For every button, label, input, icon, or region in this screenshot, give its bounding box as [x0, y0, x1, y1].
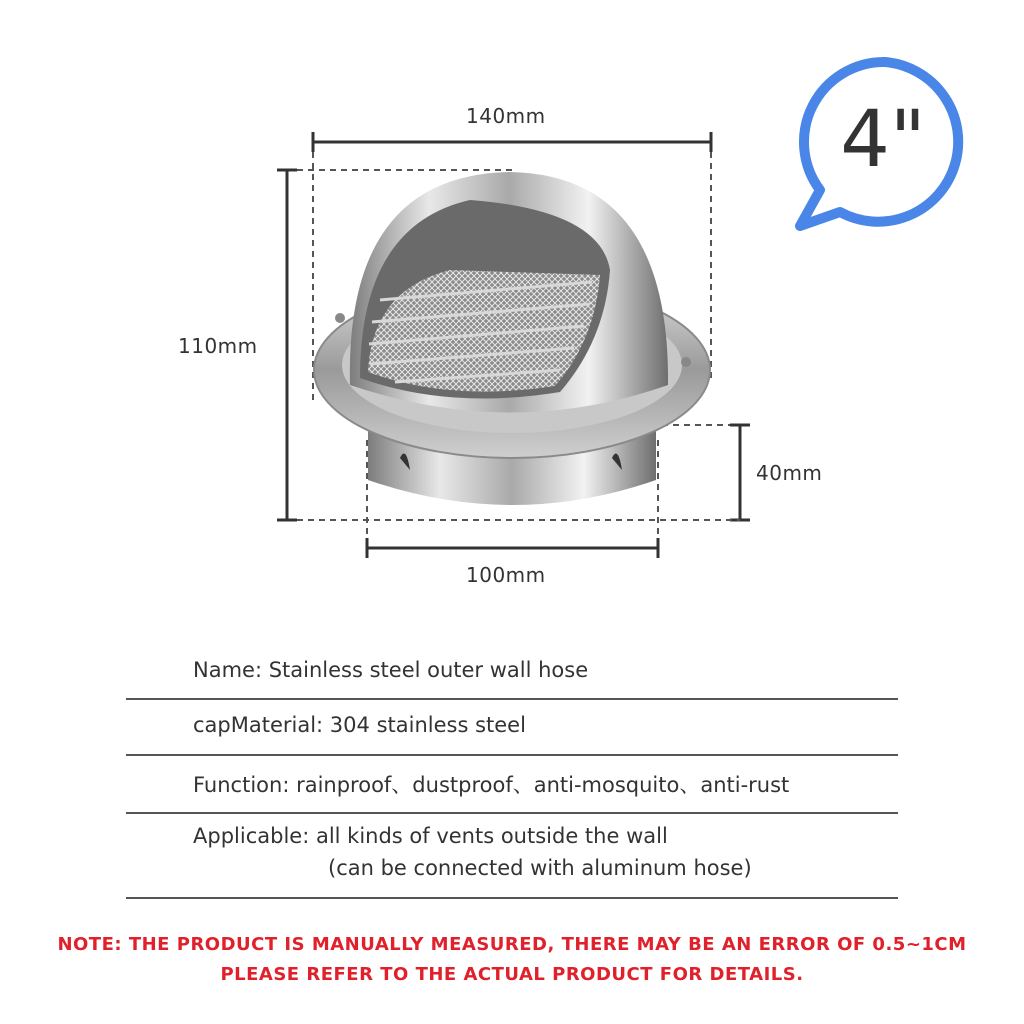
size-badge-label: 4" — [840, 95, 926, 185]
spec-name: Name: Stainless steel outer wall hose — [193, 658, 589, 682]
spec-divider — [126, 754, 898, 756]
collar-height-label: 40mm — [756, 461, 823, 485]
spec-function: Function: rainproof、dustproof、anti-mosquito、anti-rust — [193, 773, 790, 797]
bottom-width-dimension — [367, 538, 658, 558]
top-width-dimension — [313, 132, 711, 152]
vent-product-image — [314, 172, 710, 505]
measurement-note-line1: NOTE: THE PRODUCT IS MANUALLY MEASURED, THERE MAY BE AN ERROR OF 0.5~1CM — [57, 934, 967, 955]
height-label: 110mm — [178, 334, 258, 358]
bottom-width-label: 100mm — [466, 563, 546, 587]
measurement-note-line2: PLEASE REFER TO THE ACTUAL PRODUCT FOR DETAILS. — [220, 964, 804, 985]
collar-height-dimension — [730, 425, 750, 520]
height-dimension — [277, 170, 297, 520]
top-width-label: 140mm — [466, 104, 546, 128]
spec-divider — [126, 698, 898, 700]
spec-material: capMaterial: 304 stainless steel — [193, 713, 526, 737]
spec-divider — [126, 897, 898, 899]
spec-divider — [126, 812, 898, 814]
spec-applicable: Applicable: all kinds of vents outside the wall — [193, 824, 668, 848]
spec-applicable-note: (can be connected with aluminum hose) — [328, 856, 752, 880]
